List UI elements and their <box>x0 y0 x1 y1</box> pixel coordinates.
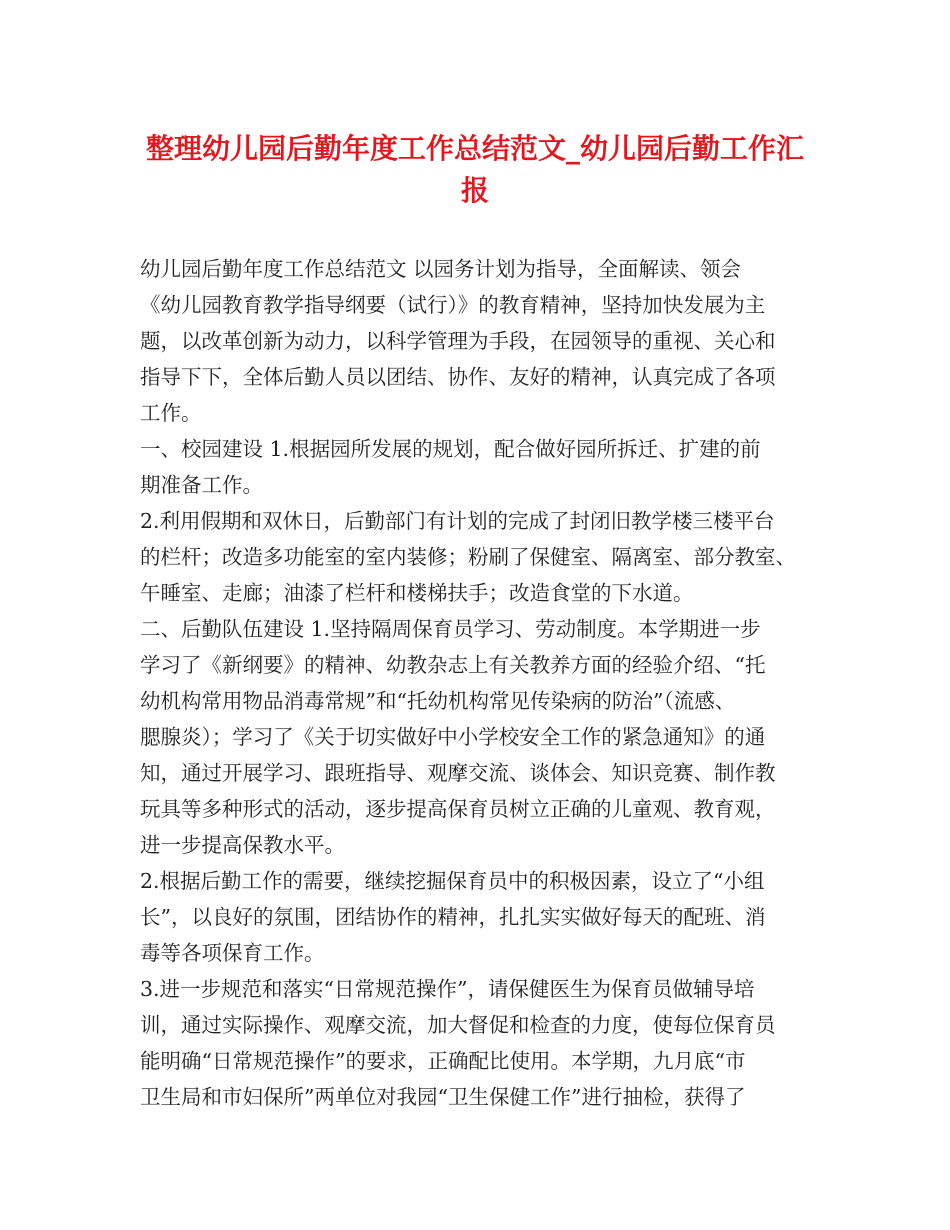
text-line: 一、校园建设 1.根据园所发展的规划，配合做好园所拆迁、扩建的前 <box>140 437 761 461</box>
text-line: 期准备工作。 <box>140 473 263 497</box>
text-line: 的栏杆；改造多功能室的室内装修；粉刷了保健室、隔离室、部分教室、 <box>140 545 796 569</box>
text-line: 能明确“日常规范操作”的要求，正确配比使用。本学期，九月底“市 <box>140 1049 746 1073</box>
title-line: 整理幼儿园后勤年度工作总结范文_幼儿园后勤工作汇 <box>145 132 804 165</box>
text-line: 毒等各项保育工作。 <box>140 941 325 965</box>
text-line: 2.利用假期和双休日，后勤部门有计划的完成了封闭旧教学楼三楼平台 <box>140 509 775 533</box>
text-line: 题，以改革创新为动力，以科学管理为手段，在园领导的重视、关心和 <box>140 329 776 353</box>
text-line: 训，通过实际操作、观摩交流，加大督促和检查的力度，使每位保育员 <box>140 1013 776 1037</box>
text-line: 长”，以良好的氛围，团结协作的精神，扎扎实实做好每天的配班、消 <box>140 905 766 929</box>
text-line: 《幼儿园教育教学指导纲要（试行）》的教育精神，坚持加快发展为主 <box>140 293 766 317</box>
text-line: 幼儿园后勤年度工作总结范文 以园务计划为指导，全面解读、领会 <box>140 257 742 281</box>
text-line: 幼机构常用物品消毒常规”和“托幼机构常见传染病的防治”（流感、 <box>140 689 736 713</box>
text-line: 玩具等多种形式的活动，逐步提高保育员树立正确的儿童观、教育观， <box>140 797 776 821</box>
text-line: 卫生局和市妇保所”两单位对我园“卫生保健工作”进行抽检，获得了 <box>140 1085 746 1109</box>
text-line: 3.进一步规范和落实“日常规范操作”，请保健医生为保育员做辅导培 <box>140 977 755 1001</box>
text-line: 知，通过开展学习、跟班指导、观摩交流、谈体会、知识竞赛、制作教 <box>140 761 776 785</box>
document-title <box>120 128 830 212</box>
text-line: 工作。 <box>140 401 202 425</box>
text-line: 午睡室、走廊；油漆了栏杆和楼梯扶手；改造食堂的下水道。 <box>140 581 694 605</box>
text-line: 腮腺炎）；学习了《关于切实做好中小学校安全工作的紧急通知》的通 <box>140 725 766 749</box>
text-line: 2.根据后勤工作的需要，继续挖掘保育员中的积极因素，设立了“小组 <box>140 869 765 893</box>
text-line: 进一步提高保教水平。 <box>140 833 345 857</box>
title-line: 报 <box>460 174 489 207</box>
text-line: 学习了《新纲要》的精神、幼教杂志上有关教养方面的经验介绍、“托 <box>140 653 766 677</box>
text-line: 二、后勤队伍建设 1.坚持隔周保育员学习、劳动制度。本学期进一步 <box>140 617 761 641</box>
text-line: 指导下下，全体后勤人员以团结、协作、友好的精神，认真完成了各项 <box>140 365 776 389</box>
